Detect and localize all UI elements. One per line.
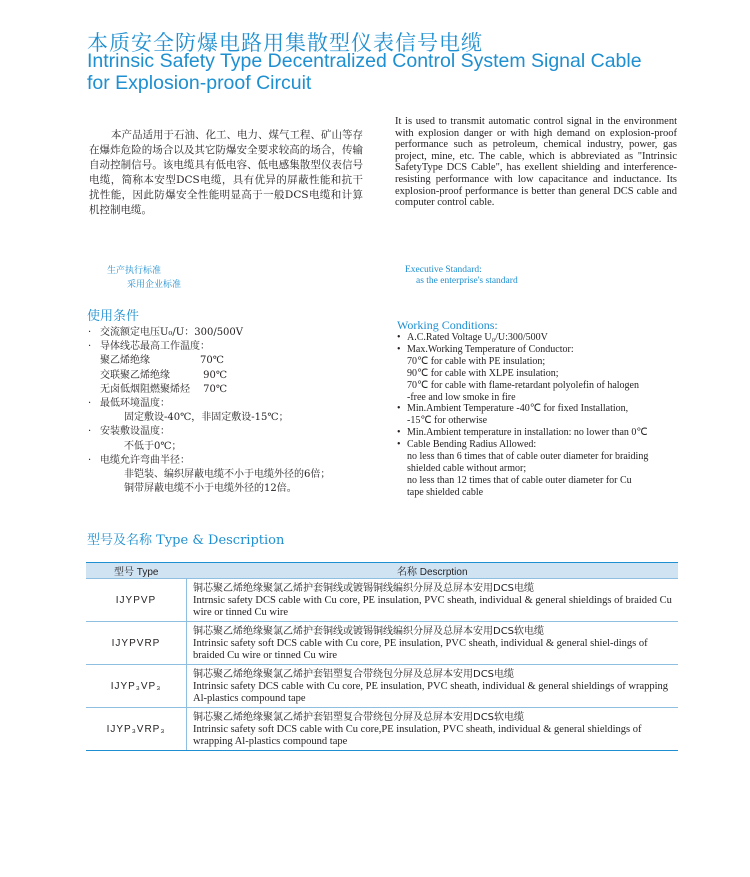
conditions-en-item-text: no less than 12 times that of cable outer diameter for Cu [407, 474, 632, 486]
conditions-en-item [397, 403, 648, 415]
intro-cn [89, 128, 363, 218]
conditions-en-heading: Working Conditions: [397, 318, 498, 332]
conditions-cn-heading: 使用条件 [87, 309, 140, 324]
bullet-icon: • [397, 332, 401, 343]
conditions-cn-item-text: 固定敷设-40℃，非固定敷设-15℃； [124, 412, 289, 424]
conditions-cn-item [88, 454, 330, 468]
description-cell [187, 622, 679, 665]
description-en: Intrinsic safety soft DCS cable with Cu core,PE insulation, PVC sheath, individual & general shieldings of wrapping Al-plastics compound tape [193, 724, 642, 747]
conditions-en-item [397, 392, 648, 404]
table-row [86, 622, 678, 665]
section-heading [87, 529, 284, 548]
description-en: Intrinsic safety soft DCS cable with Cu core, PE insulation, PVC sheath, individual & general shiel-dings of braided Cu wire or tinned Cu wire [193, 638, 648, 661]
bullet-icon: · [88, 327, 92, 338]
conditions-en-item [397, 427, 648, 439]
conditions-en-item-text: -free and low smoke in fire [407, 391, 516, 403]
description-en: Intrinsic safety DCS cable with Cu core, PE insulation, PVC sheath, individual & general shieldings of wrapping Al-plastics compound tape [193, 681, 669, 704]
conditions-en-item [397, 415, 648, 427]
conditions-en-item [397, 332, 648, 344]
conditions-cn-item-text: 交流额定电压U₀/U：300/500V [100, 327, 243, 338]
conditions-cn-item-text: 电缆允许弯曲半径： [100, 454, 190, 466]
table-row [86, 708, 678, 751]
table-header-row [86, 563, 678, 579]
column-header-description: 名称 Descrption [187, 563, 679, 579]
bullet-icon: · [88, 341, 92, 353]
conditions-cn-item-text: 交联聚乙烯绝缘 90℃ [100, 369, 228, 381]
conditions-cn-item [88, 425, 330, 439]
conditions-en-item [397, 356, 648, 368]
conditions-cn-item [88, 354, 330, 368]
type-description-table [86, 562, 678, 751]
conditions-en-item [397, 463, 648, 475]
description-cell [187, 708, 679, 751]
page-title-en-line-1: Intrinsic Safety Type Decentralized Control System Signal Cable [87, 50, 642, 72]
conditions-cn-item [88, 383, 330, 397]
conditions-en-item-text: tape shielded cable [407, 486, 484, 498]
section-heading-cn: 型号及名称 [87, 533, 153, 548]
model-cell: IJYP₃VP₃ [86, 665, 187, 708]
conditions-en-item [397, 439, 648, 451]
conditions-en-item-text: Min.Ambient temperature in installation: no lower than 0℃ [407, 427, 648, 439]
bullet-icon: • [397, 427, 401, 439]
model-cell: IJYPVP [86, 579, 187, 622]
bullet-icon: · [88, 426, 92, 438]
conditions-cn-list [88, 326, 330, 496]
conditions-cn-item-text: 无卤低烟阻燃聚烯烃 70℃ [100, 383, 228, 395]
page-title-en-line-2: for Explosion-proof Circuit [87, 72, 312, 94]
conditions-cn-item [88, 326, 330, 340]
intro-en: It is used to transmit automatic control signal in the environment with explosion danger or with high demand on explosion-proof performance such as petroleum, chemical industry, power, gas project, mine, etc. The cable, which is abbreviated as "Intrinsic SafetyType DCS Cable", has exellent shielding and interference-resisting performance with low capacitance and inductance. Its explosion-proof performance is better than general DCS cable and computer control cable. [395, 116, 677, 209]
conditions-en-item-text: Cable Bending Radius Allowed: [407, 439, 537, 451]
conditions-en-item [397, 344, 648, 356]
conditions-en-list [397, 332, 648, 499]
conditions-en-item-text: no less than 6 times that of cable outer diameter for braiding [407, 451, 649, 463]
conditions-en-item-text: -15℃ for otherwise [407, 415, 488, 427]
description-cell [187, 579, 679, 622]
conditions-en-item [397, 475, 648, 487]
description-en: Intrnsic safety DCS cable with Cu core, PE insulation, PVC sheath, individual & general shieldings of braided Cu wire or tinned Cu wire [193, 595, 672, 618]
standard-en-value: as the enterprise's standard [416, 276, 518, 286]
conditions-cn-item-text: 非铠装、编织屏蔽电缆不小于电缆外径的6倍； [124, 468, 331, 480]
bullet-icon: • [397, 343, 401, 355]
conditions-en-item-text: 70℃ for cable with flame-retardant polyolefin of halogen [407, 379, 639, 391]
conditions-cn-item [88, 440, 330, 454]
conditions-en-item [397, 380, 648, 392]
table-row [86, 579, 678, 622]
section-heading-en: Type & Description [156, 533, 285, 548]
description-cn: 铜芯聚乙烯绝缘聚氯乙烯护套铝塑复合带绕包分屏及总屏本安用DCS软电缆 [193, 712, 525, 723]
conditions-cn-item [88, 468, 330, 482]
model-cell: IJYP₃VRP₃ [86, 708, 187, 751]
conditions-cn-item-text: 最低环境温度： [100, 397, 170, 409]
standard-cn-title: 生产执行标准 [107, 266, 162, 276]
bullet-icon: · [88, 397, 92, 409]
column-header-type: 型号 Type [86, 563, 187, 579]
conditions-en-item-text: Max.Working Temperature of Conductor: [407, 343, 574, 355]
model-cell: IJYPVRP [86, 622, 187, 665]
table-row [86, 665, 678, 708]
conditions-cn-item [88, 411, 330, 425]
conditions-cn-item-text: 导体线芯最高工作温度： [100, 341, 210, 353]
standard-cn-value: 采用企业标准 [127, 280, 182, 290]
conditions-en-item-text: shielded cable without armor; [407, 462, 527, 474]
description-cn: 铜芯聚乙烯绝缘聚氯乙烯护套铝塑复合带绕包分屏及总屏本安用DCS电缆 [193, 669, 515, 680]
conditions-en-item-text: 70℃ for cable with PE insulation; [407, 355, 546, 367]
conditions-cn-item [88, 369, 330, 383]
page-title-cn: 本质安全防爆电路用集散型仪表信号电缆 [87, 31, 483, 55]
standard-en [405, 265, 518, 287]
conditions-cn-item [88, 340, 330, 354]
page-title-en [87, 50, 642, 94]
description-cn: 铜芯聚乙烯绝缘聚氯乙烯护套铜线或镀锡铜线编织分屏及总屏本安用DCS软电缆 [193, 626, 545, 637]
standard-en-title: Executive Standard: [405, 265, 482, 275]
conditions-cn-item-text: 不低于0℃； [124, 440, 182, 452]
intro-cn-text: 本产品适用于石油、化工、电力、煤气工程、矿山等存在爆炸危险的场合以及其它防爆安全要求较高的场合，传输自动控制信号。该电缆具有低电容、低电感集散型仪表信号电缆，简称本安型DCS电缆，具有优异的屏蔽性能和抗干扰性能，因此防爆安全性能明显高于一般DCS电缆和计算机控制电缆。 [89, 129, 363, 216]
table-body [86, 579, 678, 751]
conditions-en-item [397, 368, 648, 380]
conditions-cn-item-text: 铜带屏蔽电缆不小于电缆外径的12倍。 [124, 483, 297, 495]
conditions-en-item [397, 487, 648, 499]
conditions-en-item [397, 451, 648, 463]
bullet-icon: • [397, 403, 401, 415]
description-cell [187, 665, 679, 708]
bullet-icon: · [88, 454, 92, 466]
conditions-cn-item-text: 聚乙烯绝缘 70℃ [100, 355, 224, 367]
conditions-cn-item [88, 397, 330, 411]
conditions-cn-item [88, 482, 330, 496]
standard-cn [107, 264, 181, 292]
conditions-en-item-text: A.C.Rated Voltage U₀/U:300/500V [407, 332, 548, 343]
conditions-en-item-text: 90℃ for cable with XLPE insulation; [407, 367, 559, 379]
description-cn: 铜芯聚乙烯绝缘聚氯乙烯护套铜线或镀锡铜线编织分屏及总屏本安用DCS电缆 [193, 583, 535, 594]
conditions-en-item-text: Min.Ambient Temperature -40℃ for fixed Installation, [407, 403, 629, 415]
bullet-icon: • [397, 439, 401, 451]
conditions-cn-item-text: 安装敷设温度： [100, 426, 170, 438]
